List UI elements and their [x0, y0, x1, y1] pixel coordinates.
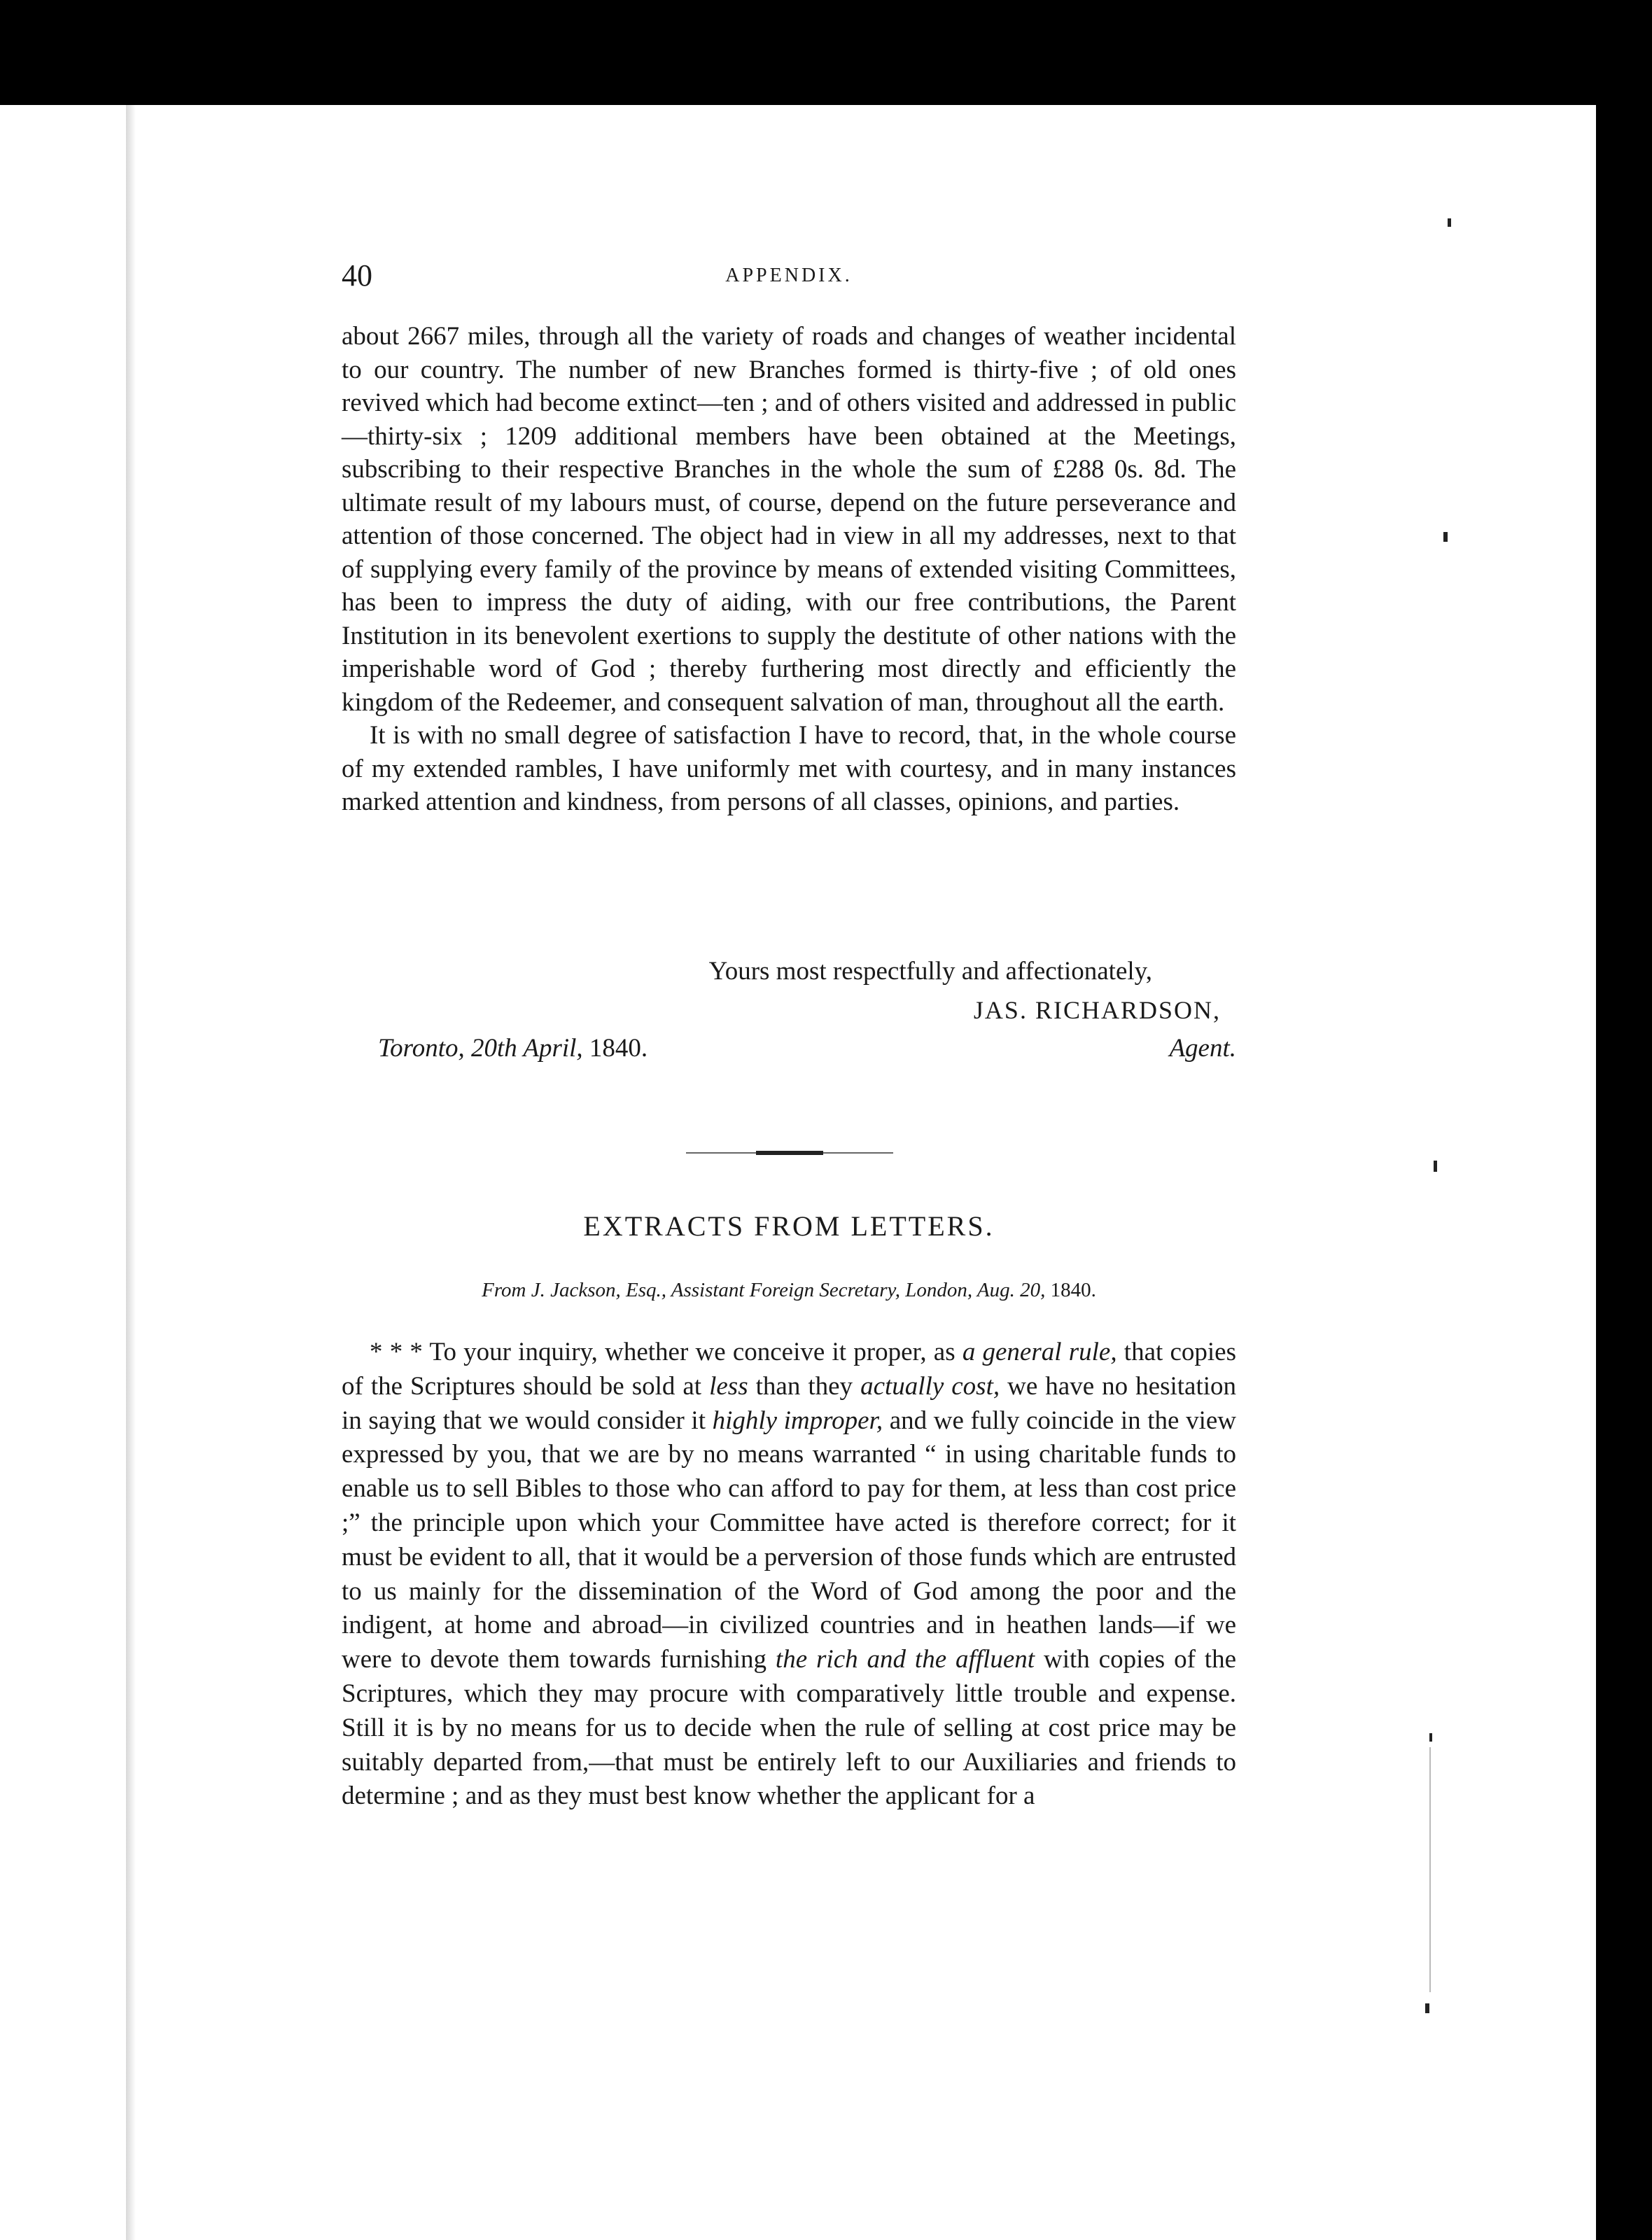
- from-year: 1840.: [1050, 1279, 1096, 1301]
- margin-speck: [1443, 532, 1448, 542]
- emphasis: highly improper,: [712, 1406, 883, 1435]
- margin-speck: [1434, 1161, 1437, 1172]
- place-date-line: [342, 1033, 1236, 1068]
- letter-text: that copies of the Scriptures should be sold at: [342, 1338, 1237, 1401]
- emphasis: a general rule,: [962, 1338, 1117, 1366]
- running-head: APPENDIX.: [725, 265, 853, 286]
- section-divider-rule: [686, 1150, 893, 1156]
- report-paragraph: It is with no small degree of satisfaction I have to record, that, in the whole course of my extended rambles, I have uniformly met with courtesy, and in many instances marked attention and kindness, from persons of all classes, opinions, and parties.: [342, 721, 1236, 816]
- letter-source-line: [342, 1279, 1236, 1302]
- page-edge-shadow: [126, 105, 136, 2240]
- letter-closing: [342, 956, 1236, 1068]
- signatory-title: Agent.: [1169, 1034, 1236, 1063]
- margin-rule: [1429, 1747, 1431, 1992]
- year: 1840.: [589, 1034, 648, 1063]
- from-prefix: From: [482, 1279, 526, 1301]
- valediction: Yours most respectfully and affectionately,: [708, 957, 1152, 986]
- letter-text: * * * To your inquiry, whether we conceive it proper, as: [370, 1338, 955, 1366]
- letter-text: and we fully coincide in the view expressed by you, that we are by no means warranted “ in using charitable funds to enable us to sell Bibles to those who can afford to pay for them, at less than cost price ;” the principle upon which your Committee have acted is therefore correct; for it must be evident to all, that it would be a perversion of those funds which are entrusted to us mainly for the dissemination of the Word of God among the poor and the indigent, at home and abroad—in civilized countries and in heathen lands—if we were to devote them towards furnishing: [342, 1406, 1236, 1674]
- emphasis: the rich and the affluent: [775, 1645, 1035, 1674]
- letter-extract: [342, 1336, 1236, 1814]
- scan-border-top: [0, 0, 1652, 105]
- emphasis: actually cost,: [860, 1371, 1000, 1401]
- letter-paragraph: [342, 1336, 1236, 1814]
- from-name: J. Jackson, Esq., Assistant Foreign Secretary, London, Aug. 20,: [531, 1279, 1046, 1301]
- letter-text: we have no hesitation in saying that we would consider it: [342, 1371, 1237, 1435]
- page-header: [342, 258, 1236, 300]
- emphasis: less: [709, 1371, 748, 1401]
- margin-speck: [1429, 1733, 1432, 1742]
- report-text: [342, 320, 1236, 819]
- scan-border-right: [1596, 0, 1652, 2240]
- letter-text: with copies of the Scriptures, which they may procure with comparatively little trouble and expense. Still it is by no means for us to decide when the rule of selling at cost price may be suitably departed from,—that must be entirely left to our Auxiliaries and friends to determine ; and as they must best know whether the applicant for a: [342, 1645, 1237, 1811]
- margin-speck: [1425, 2003, 1429, 2013]
- page-number: 40: [342, 258, 372, 293]
- signature: JAS. RICHARDSON,: [973, 996, 1221, 1024]
- letter-text: than they: [755, 1371, 853, 1401]
- date: 20th April,: [471, 1034, 583, 1063]
- place: Toronto,: [378, 1034, 465, 1063]
- report-paragraph: about 2667 miles, through all the variety of roads and changes of weather incidental to our country. The number of new Branches formed is thirty-five ; of old ones revived which had become extinct—ten ; and of others visited and addressed in public—thirty-six ; 1209 additional members have been obtained at the Meetings, subscribing to their respective Branches in the whole the sum of £288 0s. 8d. The ultimate result of my labours must, of course, depend on the future perseverance and attention of those concerned. The object had in view in all my addresses, next to that of supplying every family of the province by means of extended visiting Committees, has been to impress the duty of aiding, with our free contributions, the Parent Institution in its benevolent exertions to supply the destitute of other nations with the imperishable word of God ; thereby furthering most directly and efficiently the kingdom of the Redeemer, and consequent salvation of man, throughout all the earth.: [342, 322, 1236, 717]
- section-title: EXTRACTS FROM LETTERS.: [583, 1210, 995, 1242]
- margin-speck: [1448, 218, 1451, 227]
- place-date: [378, 1033, 648, 1063]
